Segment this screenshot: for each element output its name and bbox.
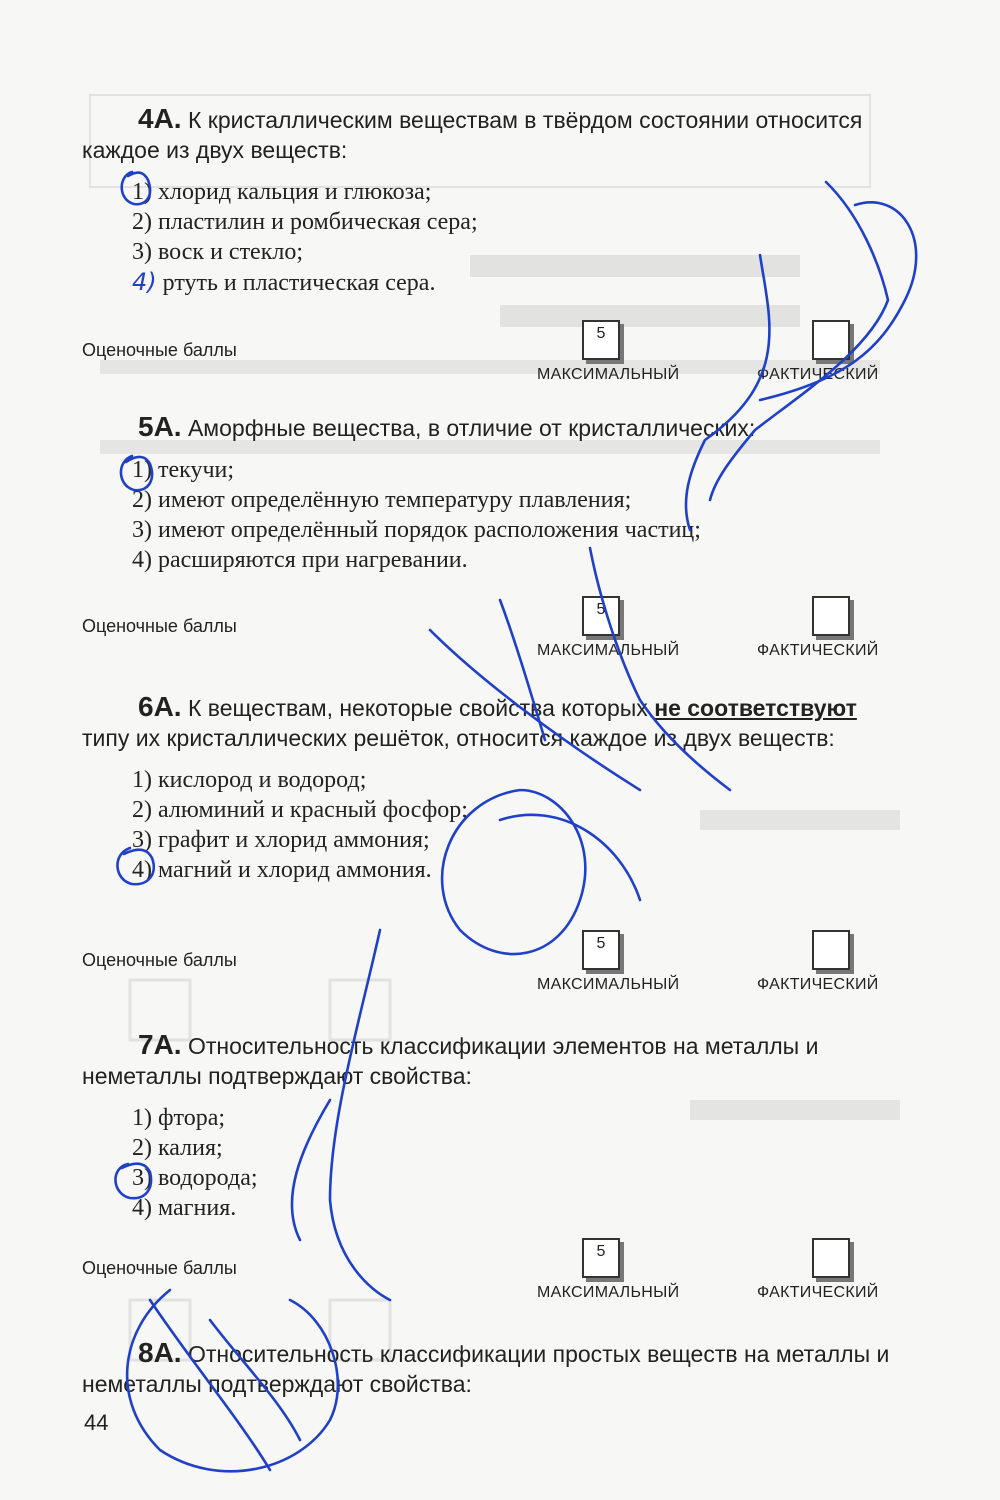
question-number: 7А. [138,1029,182,1060]
question-text [82,412,902,443]
answer-option[interactable]: 4) магний и хлорид аммония. [132,857,432,883]
question-number: 4А. [138,103,182,134]
answer-option[interactable]: 1) текучи; [132,457,235,483]
question-prompt: Относительность классификации простых веществ на металлы и неметаллы подтверждают свойства: [82,1341,890,1397]
score-label: Оценочные баллы [82,616,237,636]
max-score-caption: МАКСИМАЛЬНЫЙ [537,642,680,659]
score-label: Оценочные баллы [82,950,237,970]
answer-option[interactable]: 2) калия; [132,1135,223,1161]
question-5a [82,412,902,575]
score-row-5a [82,601,892,676]
question-number: 6А. [138,691,182,722]
actual-score-caption: ФАКТИЧЕСКИЙ [757,642,879,659]
answer-option[interactable]: 2) пластилин и ромбическая сера; [132,209,478,235]
score-row-6a [82,935,892,1010]
question-text [82,1338,902,1399]
max-score-box: 5 [582,596,620,636]
answer-option[interactable]: 1) фтора; [132,1105,226,1131]
max-score-box: 5 [582,1238,620,1278]
question-text [82,104,902,165]
answer-options [132,455,902,575]
max-score-box: 5 [582,320,620,360]
score-row-4a [82,325,892,400]
actual-score-box[interactable] [812,930,850,970]
question-prompt: Аморфные вещества, в отличие от кристаллических: [187,415,756,441]
answer-option[interactable]: 2) алюминий и красный фосфор; [132,797,468,823]
actual-score-box[interactable] [812,1238,850,1278]
answer-option[interactable]: 1) хлорид кальция и глюкоза; [132,179,432,205]
question-text [82,692,902,753]
answer-option[interactable]: 3) графит и хлорид аммония; [132,827,430,853]
answer-option[interactable]: 3) имеют определённый порядок расположения частиц; [132,517,701,543]
question-7a [82,1030,902,1223]
answer-option[interactable]: 4) расширяются при нагревании. [132,547,468,573]
question-emphasis: не соответствуют [654,695,857,721]
actual-score-box[interactable] [812,596,850,636]
max-score-caption: МАКСИМАЛЬНЫЙ [537,366,680,383]
handwritten-answer-mark: 4) [132,268,157,296]
answer-options [132,177,902,298]
score-label: Оценочные баллы [82,1258,237,1278]
answer-option[interactable]: 1) кислород и водород; [132,767,367,793]
actual-score-caption: ФАКТИЧЕСКИЙ [757,976,879,993]
question-prompt: Относительность классификации элементов на металлы и неметаллы подтверждают свойства: [82,1033,819,1089]
answer-option-text: ртуть и пластическая сера. [156,270,436,296]
question-text [82,1030,902,1091]
question-8a [82,1338,902,1399]
answer-option[interactable] [132,267,902,298]
actual-score-caption: ФАКТИЧЕСКИЙ [757,366,879,383]
answer-option[interactable]: 4) магния. [132,1195,237,1221]
answer-options [132,765,902,885]
max-score-caption: МАКСИМАЛЬНЫЙ [537,1284,680,1301]
question-number: 8А. [138,1337,182,1368]
page-number: 44 [84,1410,109,1435]
question-number: 5А. [138,411,182,442]
max-score-box: 5 [582,930,620,970]
question-6a [82,692,902,885]
question-prompt: К кристаллическим веществам в твёрдом состоянии относится каждое из двух веществ: [82,107,863,163]
answer-options [132,1103,902,1223]
answer-option[interactable]: 2) имеют определённую температуру плавления; [132,487,632,513]
answer-option[interactable]: 3) водорода; [132,1165,258,1191]
question-4a [82,104,902,298]
score-row-7a [82,1243,892,1318]
actual-score-caption: ФАКТИЧЕСКИЙ [757,1284,879,1301]
actual-score-box[interactable] [812,320,850,360]
answer-option[interactable]: 3) воск и стекло; [132,239,304,265]
score-label: Оценочные баллы [82,340,237,360]
question-prompt-continued: типу их кристаллических решёток, относится каждое из двух веществ: [82,725,835,751]
question-prompt: К веществам, некоторые свойства которых [187,695,655,721]
max-score-caption: МАКСИМАЛЬНЫЙ [537,976,680,993]
